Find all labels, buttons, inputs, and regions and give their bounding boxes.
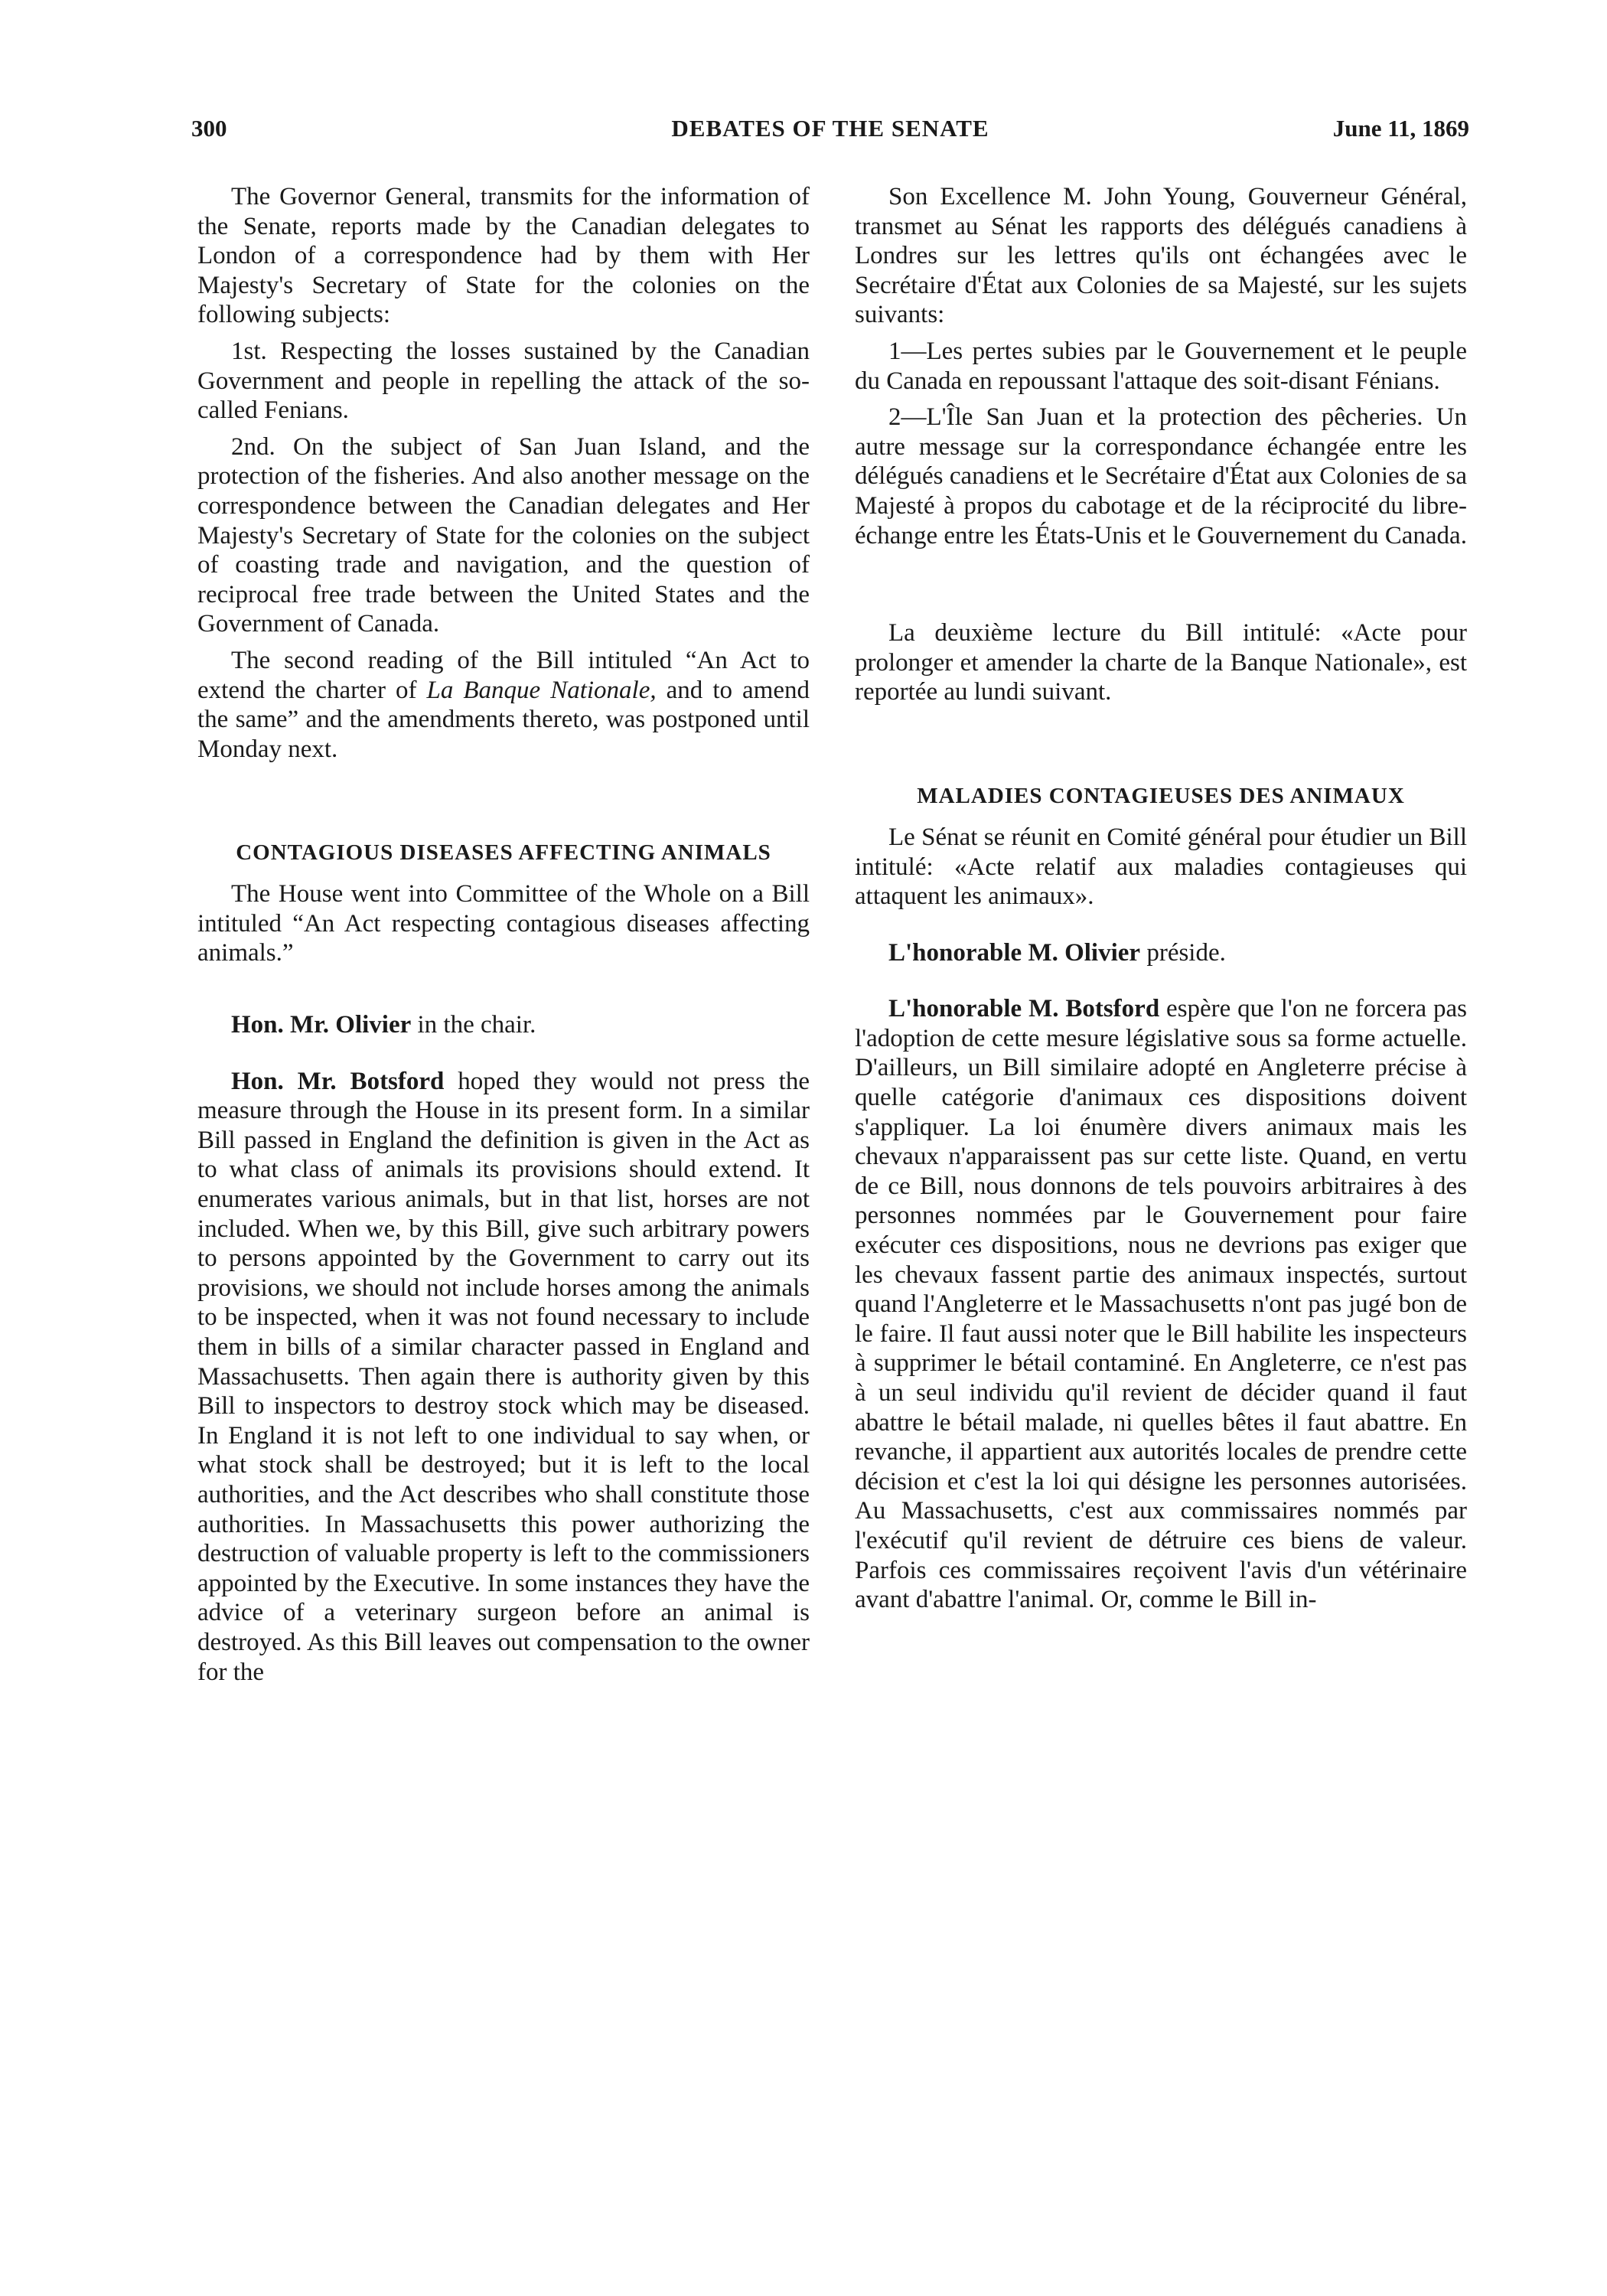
fr-section-heading: MALADIES CONTAGIEUSES DES ANIMAUX [917,783,1405,808]
en-speaker-olivier: Hon. Mr. Olivier [231,1011,412,1039]
fr-paragraph-2: 1—Les pertes subies par le Gouvernement et le peuple du Canada en repoussant l'attaque des soit-disant Fénians. [855,337,1467,395]
en-speaker-botsford: Hon. Mr. Botsford [231,1067,445,1095]
en-p6-text: in the chair. [411,1011,536,1039]
en-p4-end: and to amend the same” and the amendments thereto, was postponed until Monday next. [197,676,810,763]
page-date: June 11, 1869 [1332,115,1469,142]
fr-paragraph-6 [855,938,1467,968]
fr-p6-text: préside. [1140,938,1226,967]
en-paragraph-1: The Governor General, transmits for the information of the Senate, reports made by the Canadian delegates to London of a correspondence had by them with Her Majesty's Secretary of State for the colonies on the following subjects: [197,183,810,329]
en-paragraph-4 [197,646,810,764]
fr-paragraph-5: Le Sénat se réunit en Comité général pour étudier un Bill intitulé: «Acte relatif aux maladies contagieuses qui attaquent les animaux». [855,823,1467,911]
english-column [197,182,810,1694]
en-p7-text: hoped they would not press the measure through the House in its present form. In a similar Bill passed in England the definition is given in the Act as to what class of animals its provisions should extend. It enumerates various animals, but in that list, horses are not included. When we, by this Bill, give such arbitrary powers to persons appointed by the Government to carry out its provisions, we should not include horses among the animals to be inspected, when it was not found necessary to include them in bills of a similar character passed in England and Massachusetts. Then again there is authority given by this Bill to inspectors to destroy stock which may be diseased. In England it is not left to one individual to say when, or what stock shall be destroyed; but it is left to the local authorities, and the Act describes who shall constitute those authorities. In Massachusetts this power authorizing the destruction of valuable property is left to the commissioners appointed by the Executive. In some instances they have the advice of a veterinary surgeon before an animal is destroyed. As this Bill leaves out compensation to the owner for the [197,1067,810,1686]
fr-paragraph-7 [855,994,1467,1614]
en-paragraph-7 [197,1067,810,1687]
french-column [855,182,1467,1622]
en-section-heading: CONTAGIOUS DISEASES AFFECTING ANIMALS [236,840,771,866]
page-header [191,115,1469,153]
fr-paragraph-3: 2—L'Île San Juan et la protection des pêcheries. Un autre message sur la correspondance échangée entre les délégués canadiens et le Secrétaire d'État aux Colonies de sa Majesté à propos du cabotage et de la réciprocité du libre-échange entre les États-Unis et le Gouvernement du Canada. [855,403,1467,550]
en-paragraph-2: 1st. Respecting the losses sustained by the Canadian Government and people in repelling the attack of the so-called Fenians. [197,337,810,425]
fr-paragraph-4: La deuxième lecture du Bill intitulé: «Acte pour prolonger et amender la charte de la Banque Nationale», est reportée au lundi suivant. [855,619,1467,706]
fr-speaker-botsford: L'honorable M. Botsford [888,995,1160,1023]
en-paragraph-5: The House went into Committee of the Whole on a Bill intituled “An Act respecting contagious diseases affecting animals.” [197,880,810,967]
fr-paragraph-1: Son Excellence M. John Young, Gouverneur Général, transmet au Sénat les rapports des délégués canadiens à Londres sur les lettres qu'ils ont échangées avec le Secrétaire d'État aux Colonies de sa Majesté, sur les sujets suivants: [855,183,1467,329]
page-number: 300 [191,115,227,142]
fr-p7-text: espère que l'on ne forcera pas l'adoption de cette mesure législative sous sa forme actuelle. D'ailleurs, un Bill similaire adopté en Angleterre précise à quelle catégorie d'animaux ces dispositions doivent s'appliquer. La loi énumère divers animaux mais les chevaux n'apparaissent pas sur cette liste. Quand, en vertu de ce Bill, nous donnons de tels pouvoirs arbitraires à des personnes nommées par le Gouvernement pour faire exécuter ces dispositions, nous ne devrions pas exiger que les chevaux fassent partie des animaux inspectés, surtout quand l'Angleterre et le Massachusetts n'ont pas jugé bon de le faire. Il faut aussi noter que le Bill habilite les inspecteurs à supprimer le bétail contaminé. En Angleterre, ce n'est pas à un seul individu qu'il revient de décider quand il faut abattre le bétail malade, ni quelles bêtes il faut abattre. En revanche, il appartient aux autorités locales de prendre cette décision et c'est la loi qui désigne les personnes autorisées. Au Massachusetts, c'est aux commissaires nommés par l'exécutif qu'il revient de détruire ces biens de valeur. Parfois ces commissaires reçoivent l'avis d'un vétérinaire avant d'abattre l'animal. Or, comme le Bill in- [855,995,1467,1614]
fr-speaker-olivier: L'honorable M. Olivier [888,938,1141,967]
en-p4-italic: La Banque Nationale, [426,676,657,704]
page-title: DEBATES OF THE SENATE [671,115,989,142]
en-paragraph-3: 2nd. On the subject of San Juan Island, and the protection of the fisheries. And also another message on the correspondence between the Canadian delegates and Her Majesty's Secretary of State for the colonies on the subject of coasting trade and navigation, and the question of reciprocal free trade between the United States and the Government of Canada. [197,432,810,638]
en-paragraph-6 [197,1010,810,1040]
en-p4-start: The second reading of the Bill intituled “An Act to extend the charter of [197,646,810,704]
